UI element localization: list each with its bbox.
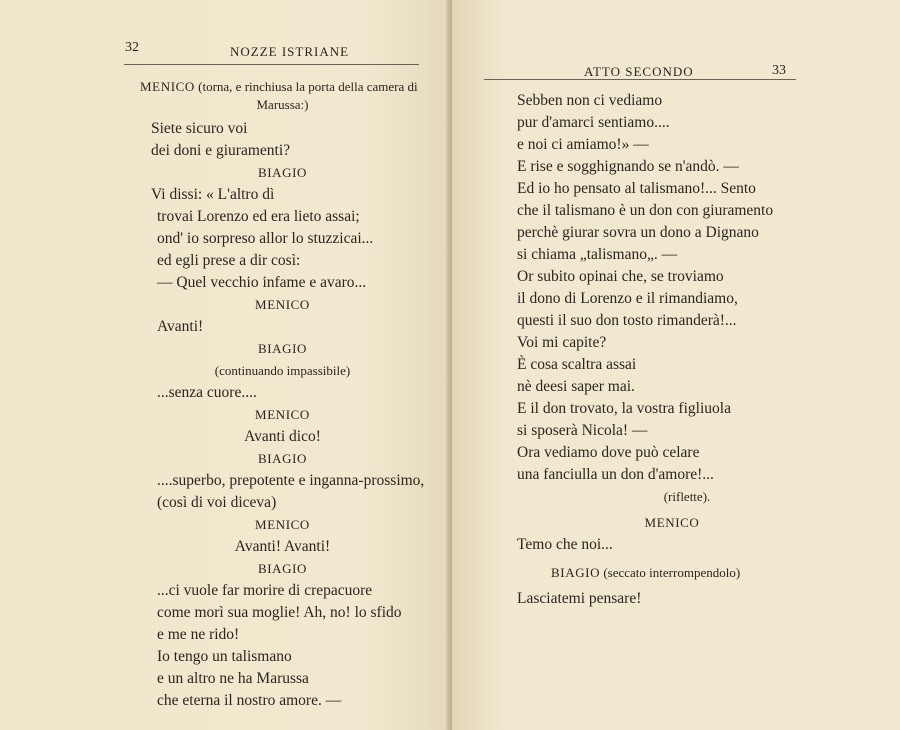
verse-line: Io tengo un talismano [157,648,292,665]
speaker-name: BIAGIO [551,565,601,580]
speaker-name: MENICO [255,297,310,312]
stage-direction: (continuando impassibile) [214,363,351,378]
speaker-name: BIAGIO [257,165,308,180]
header-rule [124,64,419,65]
verse-line: ...senza cuore.... [157,384,257,401]
verse-line: ond' io sorpreso allor lo stuzzicai... [157,230,374,247]
right-page [452,0,900,730]
speaker-name: MENICO [140,79,195,94]
verse-line: (così di voi diceva) [157,494,277,511]
verse-line: Ora vediamo dove può celare [517,444,700,461]
verse-line: una fanciulla un don d'amore!... [517,466,714,483]
stage-direction: (torna, e rinchiusa la porta della camera di [194,79,418,94]
verse-line: Avanti! [157,318,204,335]
stage-direction: (seccato interrompendolo) [600,565,741,580]
verse-line: Avanti dico! [244,428,321,445]
verse-line: che eterna il nostro amore. — [157,692,342,709]
verse-line: e noi ci amiamo!» — [517,136,649,153]
verse-line: questi il suo don tosto rimanderà!... [517,312,737,329]
verse-line: come morì sua moglie! Ah, no! lo sfido [157,604,402,621]
running-head: ATTO SECONDO [584,64,694,79]
right-text-block [517,90,817,610]
verse-line: E il don trovato, la vostra figliuola [517,400,731,417]
page-number: 33 [772,63,786,78]
verse-line: che il talismano è un don con giuramento [517,202,774,219]
verse-line: Avanti! Avanti! [234,538,331,555]
verse-line: Siete sicuro voi [151,120,248,137]
verse-line: si chiama „talismano„. — [517,246,678,263]
verse-line: perchè giurar sovra un dono a Dignano [517,224,759,241]
verse-line: il dono di Lorenzo e il rimandiamo, [517,290,738,307]
header-rule [484,79,796,80]
stage-direction-continued: Marussa:) [256,97,309,112]
verse-line: Voi mi capite? [517,334,607,351]
verse-line: — Quel vecchio infame e avaro... [157,274,367,291]
speaker-name: BIAGIO [257,561,308,576]
verse-line: ...ci vuole far morire di crepacuore [157,582,373,599]
speaker-header [140,78,425,114]
speaker-header [517,562,817,584]
page-number: 32 [125,40,139,55]
verse-line: e me ne rido! [157,626,240,643]
verse-line: Vi dissi: « L'altro dì [151,186,275,203]
verse-line: E rise e sogghignando se n'andò. — [517,158,739,175]
speaker-name: MENICO [255,517,310,532]
verse-line: Or subito opinai che, se troviamo [517,268,724,285]
stage-direction: (riflette). [663,489,711,504]
left-text-block [140,78,425,712]
verse-line: Lasciatemi pensare! [517,590,642,607]
verse-line: È cosa scaltra assai [517,356,637,373]
verse-line: Temo che noi... [517,536,613,553]
speaker-name: MENICO [644,515,700,530]
verse-line: pur d'amarci sentiamo.... [517,114,670,131]
verse-line: si sposerà Nicola! — [517,422,648,439]
verse-line: Ed io ho pensato al talismano!... Sento [517,180,756,197]
verse-line: ed egli prese a dir così: [157,252,301,269]
verse-line: nè deesi saper mai. [517,378,635,395]
running-head: NOZZE ISTRIANE [230,44,350,59]
speaker-name: MENICO [255,407,310,422]
verse-line: e un altro ne ha Marussa [157,670,309,687]
speaker-name: BIAGIO [257,341,308,356]
speaker-name: BIAGIO [257,451,308,466]
verse-line: ....superbo, prepotente e inganna-prossimo, [157,472,425,489]
verse-line: Sebben non ci vediamo [517,92,663,109]
verse-line: trovai Lorenzo ed era lieto assai; [157,208,360,225]
verse-line: dei doni e giuramenti? [151,142,291,159]
